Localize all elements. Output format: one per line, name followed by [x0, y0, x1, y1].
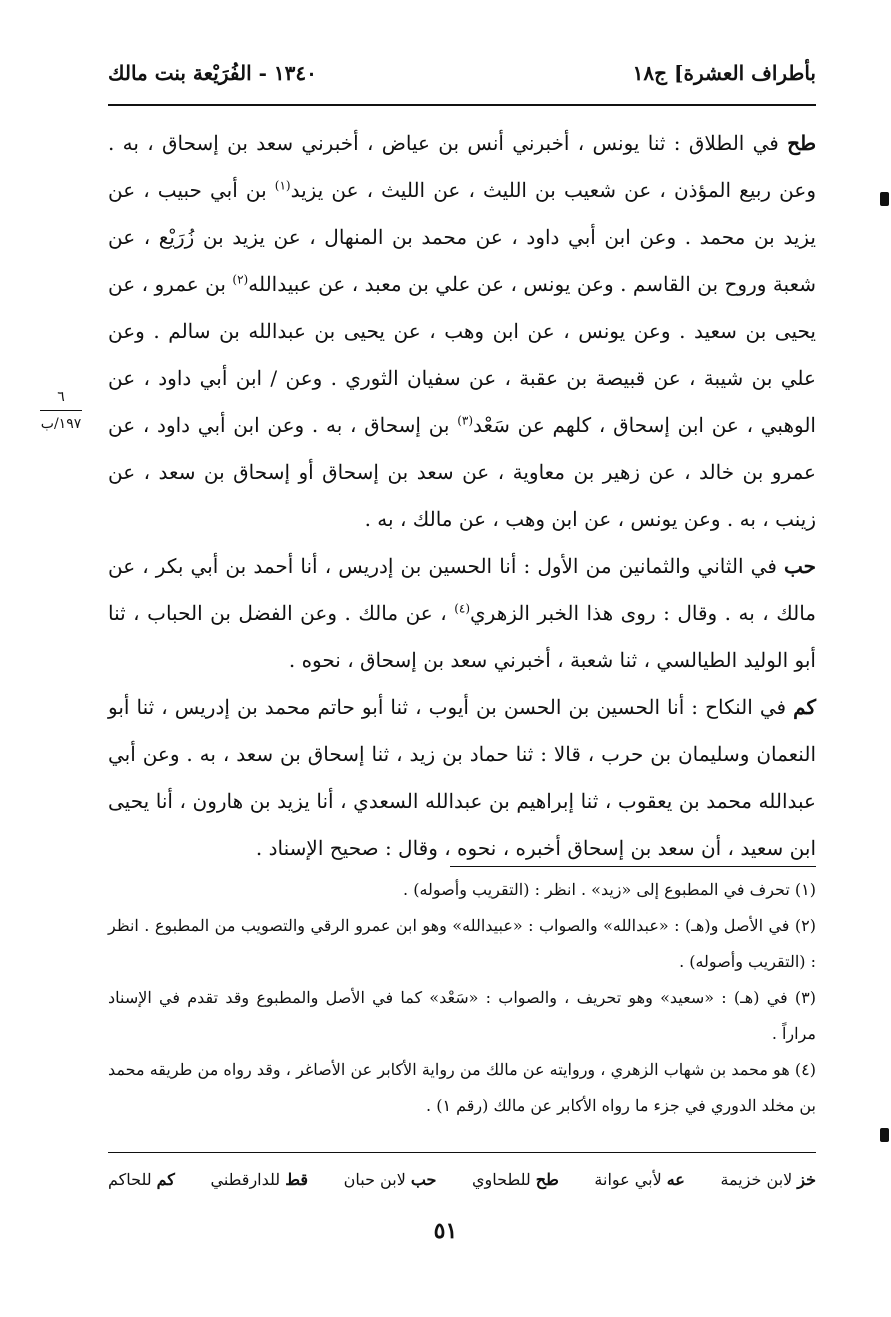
siglum-tah: طح	[787, 131, 816, 155]
header-rule	[108, 104, 816, 106]
margin-number: ٦	[57, 389, 65, 405]
text-segment: بن عمرو ، عن يحيى بن سعيد . وعن يونس ، عن ابن وهب ، عن يحيى بن عبدالله بن سالم . وعن علي بن شيبة ، عن قبيصة بن عقبة ، عن سفيان الثوري . وعن / ابن أبي داود ، عن الوهبي ، عن ابن إسحاق ، كلهم عن سَعْد	[108, 272, 816, 437]
legend-item-qt: قط للدارقطني	[210, 1169, 309, 1189]
entry-title: ١٣٤٠ - الفُرَيْعة بنت مالك	[108, 61, 317, 85]
paragraph-hakim	[108, 684, 816, 872]
footnote-ref-4[interactable]: (٤)	[454, 601, 471, 616]
text-segment: بن إسحاق ، به . وعن ابن أبي داود ، عن عمرو بن خالد ، عن زهير بن معاوية ، عن سعد بن إسحاق أو إسحاق بن سعد ، عن زينب ، به . وعن يونس ، عن ابن وهب ، عن مالك ، به .	[108, 413, 816, 531]
footnote-ref-1[interactable]: (١)	[274, 178, 291, 193]
footnotes	[108, 872, 816, 1124]
main-text	[108, 120, 816, 872]
margin-bullet-top	[880, 192, 889, 206]
book-title: بأطراف العشرة] ج١٨	[632, 61, 816, 85]
legend-item-khz: خز لابن خزيمة	[720, 1169, 816, 1189]
paragraph-ibn-hibban	[108, 543, 816, 684]
margin-folio: ١٩٧/ب	[40, 416, 82, 432]
siglum-km: كم	[793, 695, 816, 719]
legend-item-hb: حب لابن حبان	[343, 1169, 437, 1189]
legend-rule	[108, 1152, 816, 1153]
page-number: ٥١	[433, 1218, 458, 1244]
text-segment: في الطلاق : ثنا يونس ، أخبرني أنس بن عياض ، أخبرني سعد بن إسحاق ، به . وعن ربيع المؤذن ، عن شعيب بن الليث ، عن الليث ، عن يزيد	[108, 131, 816, 202]
running-header	[108, 55, 816, 91]
footnote-2: (٢) في الأصل و(هـ) : «عبدالله» والصواب : «عبيدالله» وهو ابن عمرو الرقي والتصويب من المطبوع . انظر : (التقريب وأصوله) .	[108, 916, 816, 971]
text-segment: في الثاني والثمانين من الأول : أنا الحسين بن إدريس ، أنا أحمد بن أبي بكر ، عن مالك ، به . وقال : روى هذا الخبر الزهري	[108, 554, 817, 625]
legend-item-ah: عه لأبي عوانة	[594, 1169, 685, 1189]
footnote-1: (١) تحرف في المطبوع إلى «زيد» . انظر : (التقريب وأصوله) .	[403, 880, 816, 899]
legend-item-km: كم للحاكم	[108, 1169, 175, 1189]
footnote-ref-2[interactable]: (٢)	[232, 272, 249, 287]
margin-divider	[40, 410, 82, 411]
text-segment: بن أبي حبيب ، عن يزيد بن محمد . وعن ابن أبي داود ، عن محمد بن المنهال ، عن يزيد بن زُرَيْع ، عن شعبة وروح بن القاسم . وعن يونس ، عن علي بن معبد ، عن عبيدالله	[108, 178, 817, 296]
legend-item-th: طح للطحاوي	[472, 1169, 559, 1189]
siglum-hb: حب	[783, 554, 816, 578]
text-segment: ، عن مالك . وعن الفضل بن الحباب ، ثنا أبو الوليد الطيالسي ، ثنا شعبة ، أخبرني سعد بن إسحاق ، نحوه .	[108, 601, 816, 672]
footnote-3: (٣) في (هـ) : «سعيد» وهو تحريف ، والصواب : «سَعْد» كما في الأصل والمطبوع وقد تقدم في الإسناد مراراً .	[108, 988, 816, 1043]
footnote-4: (٤) هو محمد بن شهاب الزهري ، وروايته عن مالك من رواية الأكابر عن الأصاغر ، وقد رواه من طريقه محمد بن مخلد الدوري في جزء ما رواه الأكابر عن مالك (رقم ١) .	[108, 1060, 816, 1115]
text-segment: في النكاح : أنا الحسين بن الحسن بن أيوب ، ثنا أبو حاتم محمد بن إدريس ، ثنا أبو النعمان وسليمان بن حرب ، قالا : ثنا حماد بن زيد ، ثنا إسحاق بن سعد ، به . وعن أبي عبدالله محمد بن يعقوب ، ثنا إبراهيم بن عبدالله السعدي ، أنا يزيد بن هارون ، أنا يحيى ابن سعيد ، أن سعد بن إسحاق أخبره ، نحوه ، وقال : صحيح الإسناد .	[108, 695, 816, 860]
footnote-ref-3[interactable]: (٣)	[457, 413, 474, 428]
margin-bullet-bottom	[880, 1128, 889, 1142]
footnotes-separator	[450, 866, 816, 867]
margin-folio-note	[32, 387, 90, 434]
sigla-legend	[108, 1162, 816, 1196]
paragraph-tahawi	[108, 120, 816, 543]
